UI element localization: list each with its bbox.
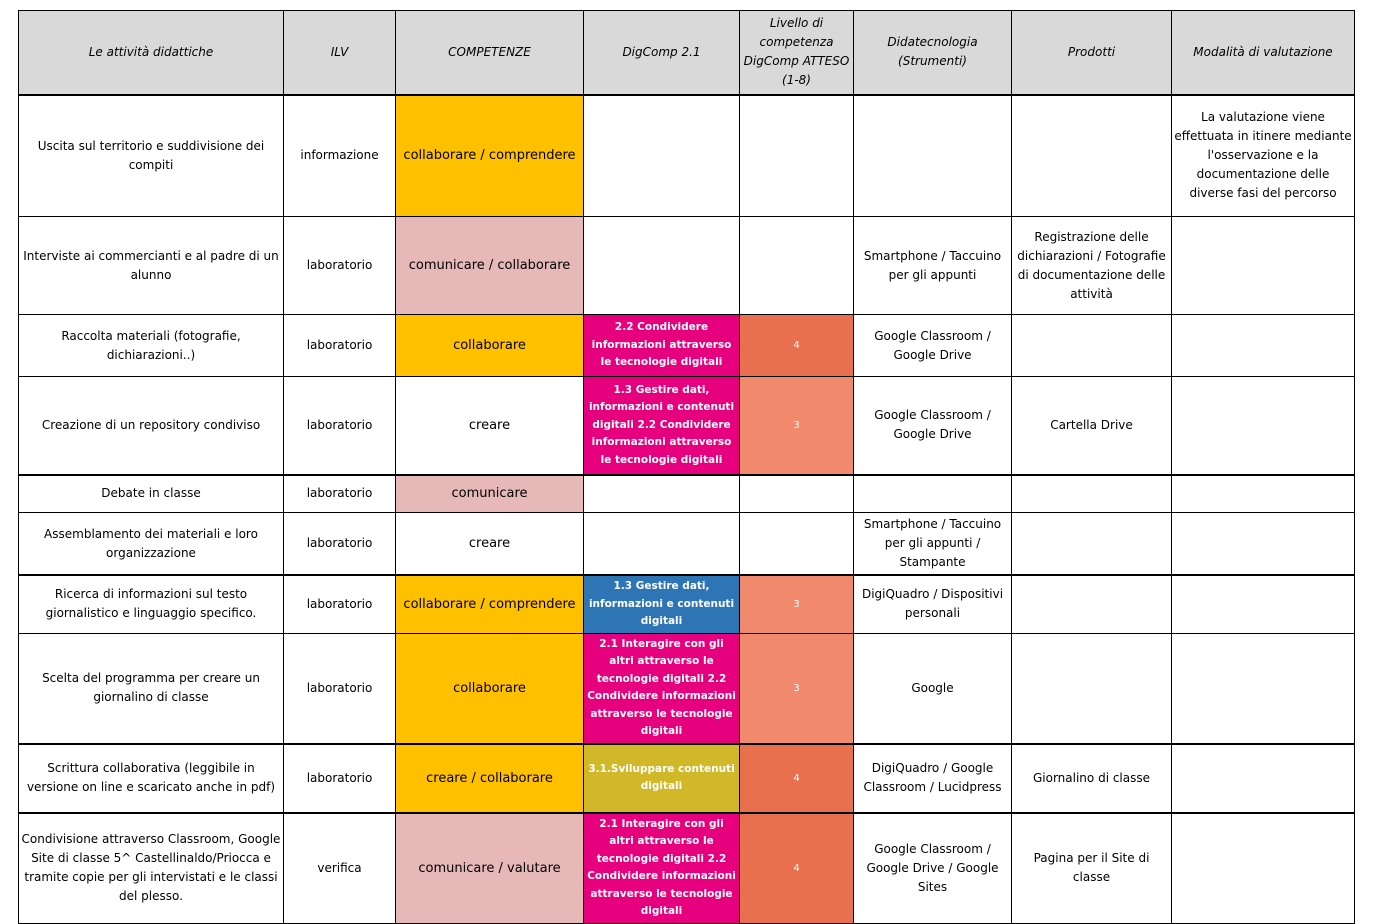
cell-attivita: Scelta del programma per creare un giornalino di classe: [19, 633, 284, 744]
cell-digcomp: [584, 513, 740, 576]
table-row: [19, 217, 1355, 315]
header-livello: Livello di competenza DigComp ATTESO (1-8): [740, 11, 854, 95]
cell-livello: [740, 95, 854, 217]
cell-strumenti: [854, 475, 1012, 513]
cell-livello: 3: [740, 633, 854, 744]
cell-attivita: Assemblamento dei materiali e loro organizzazione: [19, 513, 284, 576]
activity-table: [18, 10, 1355, 924]
cell-prodotti: Cartella Drive: [1012, 377, 1172, 475]
cell-digcomp: [584, 217, 740, 315]
cell-digcomp: 1.3 Gestire dati, informazioni e contenuti digitali: [584, 575, 740, 633]
cell-prodotti: Pagina per il Site di classe: [1012, 813, 1172, 924]
cell-competenze: creare: [396, 513, 584, 576]
cell-digcomp: [584, 475, 740, 513]
cell-competenze: collaborare: [396, 633, 584, 744]
table-row: [19, 575, 1355, 633]
cell-ilv: laboratorio: [284, 633, 396, 744]
table-row: [19, 513, 1355, 576]
cell-attivita: Condivisione attraverso Classroom, Google Site di classe 5^ Castellinaldo/Priocca e tramite copie per gli intervistati e le classi del plesso.: [19, 813, 284, 924]
cell-prodotti: [1012, 95, 1172, 217]
cell-ilv: laboratorio: [284, 744, 396, 813]
header-row: [19, 11, 1355, 95]
table-row: [19, 744, 1355, 813]
cell-prodotti: [1012, 513, 1172, 576]
table-row: [19, 377, 1355, 475]
cell-competenze: comunicare: [396, 475, 584, 513]
cell-ilv: informazione: [284, 95, 396, 217]
header-digcomp: DigComp 2.1: [584, 11, 740, 95]
cell-valutazione: [1172, 813, 1355, 924]
cell-digcomp: 3.1.Sviluppare contenuti digitali: [584, 744, 740, 813]
cell-livello: 3: [740, 377, 854, 475]
cell-valutazione: [1172, 633, 1355, 744]
table-row: [19, 315, 1355, 377]
cell-valutazione: [1172, 513, 1355, 576]
cell-valutazione: [1172, 475, 1355, 513]
cell-livello: [740, 217, 854, 315]
cell-valutazione: [1172, 575, 1355, 633]
cell-ilv: laboratorio: [284, 475, 396, 513]
header-valutazione: Modalità di valutazione: [1172, 11, 1355, 95]
cell-prodotti: [1012, 475, 1172, 513]
cell-livello: 4: [740, 315, 854, 377]
cell-attivita: Scrittura collaborativa (leggibile in versione on line e scaricato anche in pdf): [19, 744, 284, 813]
header-attivita: Le attività didattiche: [19, 11, 284, 95]
table-row: [19, 95, 1355, 217]
cell-livello: [740, 513, 854, 576]
cell-ilv: laboratorio: [284, 217, 396, 315]
cell-attivita: Interviste ai commercianti e al padre di un alunno: [19, 217, 284, 315]
table-row: [19, 475, 1355, 513]
cell-competenze: collaborare / comprendere: [396, 95, 584, 217]
cell-strumenti: Google Classroom / Google Drive: [854, 377, 1012, 475]
cell-ilv: laboratorio: [284, 377, 396, 475]
cell-livello: 4: [740, 744, 854, 813]
cell-digcomp: 2.1 Interagire con gli altri attraverso le tecnologie digitali 2.2 Condividere informazioni attraverso le tecnologie digitali: [584, 813, 740, 924]
cell-competenze: creare / collaborare: [396, 744, 584, 813]
cell-competenze: comunicare / valutare: [396, 813, 584, 924]
cell-ilv: laboratorio: [284, 315, 396, 377]
cell-valutazione: [1172, 315, 1355, 377]
cell-competenze: creare: [396, 377, 584, 475]
cell-strumenti: [854, 95, 1012, 217]
cell-prodotti: [1012, 315, 1172, 377]
cell-competenze: comunicare / collaborare: [396, 217, 584, 315]
cell-attivita: Uscita sul territorio e suddivisione dei compiti: [19, 95, 284, 217]
cell-valutazione: [1172, 744, 1355, 813]
cell-prodotti: Registrazione delle dichiarazioni / Fotografie di documentazione delle attività: [1012, 217, 1172, 315]
cell-attivita: Ricerca di informazioni sul testo giornalistico e linguaggio specifico.: [19, 575, 284, 633]
cell-ilv: verifica: [284, 813, 396, 924]
cell-livello: [740, 475, 854, 513]
cell-strumenti: Smartphone / Taccuino per gli appunti / Stampante: [854, 513, 1012, 576]
cell-strumenti: DigiQuadro / Google Classroom / Lucidpress: [854, 744, 1012, 813]
cell-strumenti: DigiQuadro / Dispositivi personali: [854, 575, 1012, 633]
cell-livello: 4: [740, 813, 854, 924]
header-competenze: COMPETENZE: [396, 11, 584, 95]
table-row: [19, 633, 1355, 744]
cell-attivita: Raccolta materiali (fotografie, dichiarazioni..): [19, 315, 284, 377]
cell-competenze: collaborare / comprendere: [396, 575, 584, 633]
cell-digcomp: 1.3 Gestire dati, informazioni e contenuti digitali 2.2 Condividere informazioni attraverso le tecnologie digitali: [584, 377, 740, 475]
cell-valutazione: [1172, 217, 1355, 315]
cell-prodotti: Giornalino di classe: [1012, 744, 1172, 813]
cell-ilv: laboratorio: [284, 513, 396, 576]
cell-strumenti: Smartphone / Taccuino per gli appunti: [854, 217, 1012, 315]
cell-digcomp: 2.2 Condividere informazioni attraverso le tecnologie digitali: [584, 315, 740, 377]
table-row: [19, 813, 1355, 924]
cell-digcomp: 2.1 Interagire con gli altri attraverso le tecnologie digitali 2.2 Condividere informazioni attraverso le tecnologie digitali: [584, 633, 740, 744]
cell-strumenti: Google Classroom / Google Drive / Google Sites: [854, 813, 1012, 924]
cell-prodotti: [1012, 575, 1172, 633]
cell-digcomp: [584, 95, 740, 217]
cell-strumenti: Google: [854, 633, 1012, 744]
cell-prodotti: [1012, 633, 1172, 744]
header-prodotti: Prodotti: [1012, 11, 1172, 95]
cell-valutazione: La valutazione viene effettuata in itinere mediante l'osservazione e la documentazione delle diverse fasi del percorso: [1172, 95, 1355, 217]
header-didatecnologia: Didatecnologia (Strumenti): [854, 11, 1012, 95]
header-ilv: ILV: [284, 11, 396, 95]
cell-competenze: collaborare: [396, 315, 584, 377]
cell-attivita: Debate in classe: [19, 475, 284, 513]
cell-livello: 3: [740, 575, 854, 633]
cell-attivita: Creazione di un repository condiviso: [19, 377, 284, 475]
cell-strumenti: Google Classroom / Google Drive: [854, 315, 1012, 377]
cell-ilv: laboratorio: [284, 575, 396, 633]
cell-valutazione: [1172, 377, 1355, 475]
